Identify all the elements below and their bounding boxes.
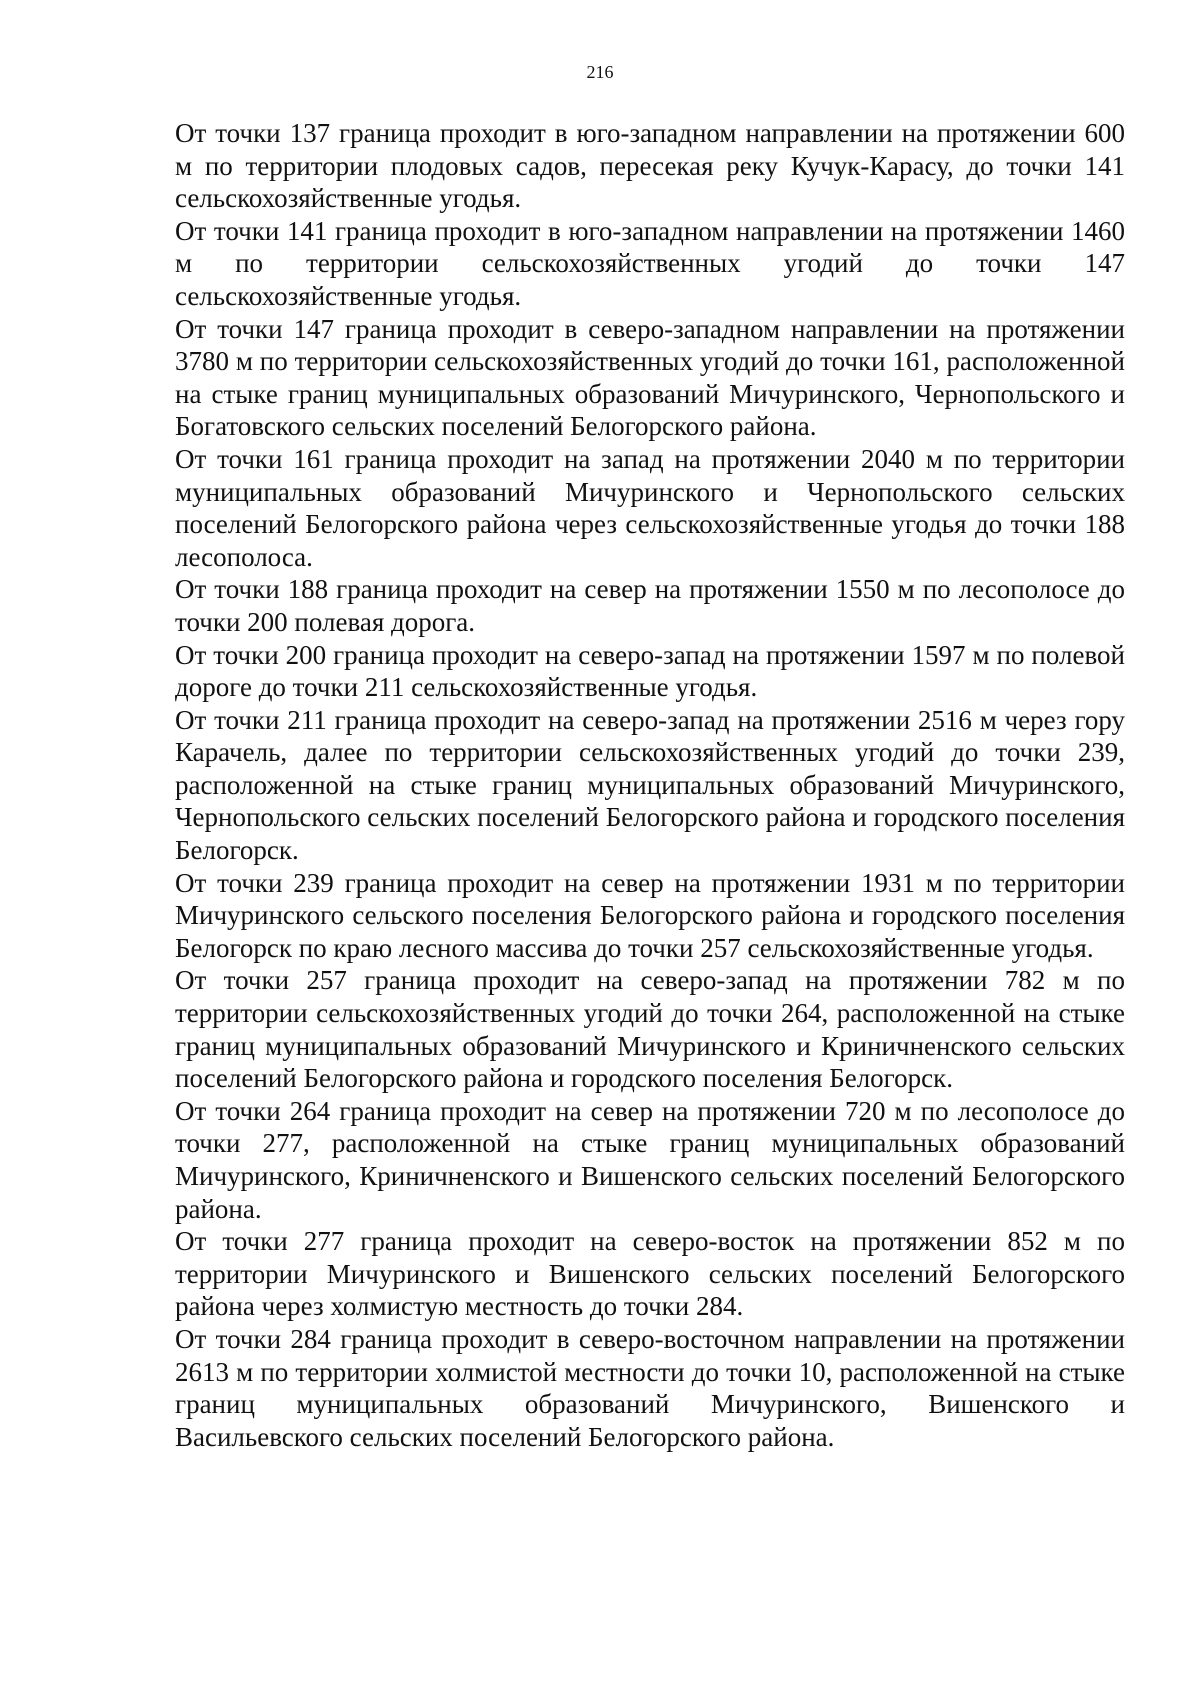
- paragraph-point-188: От точки 188 граница проходит на север на протяжении 1550 м по лесополосе до точки 200 полевая дорога.: [175, 574, 1125, 637]
- paragraph-point-200: От точки 200 граница проходит на северо-запад на протяжении 1597 м по полевой дороге до точки 211 сельскохозяйственные угодья.: [175, 639, 1125, 703]
- paragraph-point-147: От точки 147 граница проходит в северо-западном направлении на протяжении 3780 м по территории сельскохозяйственных угодий до точки 161, расположенной на стыке границ муниципальных образований Мичуринского, Чернопольского и Богатовского сельских поселений Белогорского района.: [175, 313, 1125, 442]
- page-number: 216: [586, 62, 614, 82]
- paragraph-point-137: От точки 137 граница проходит в юго-западном направлении на протяжении 600 м по территории плодовых садов, пересекая реку Кучук-Карасу, до точки 141 сельскохозяйственные угодья.: [175, 118, 1125, 214]
- paragraph-point-257: От точки 257 граница проходит на северо-запад на протяжении 782 м по территории сельскохозяйственных угодий до точки 264, расположенной на стыке границ муниципальных образований Мичуринского и Криничненского сельских поселений Белогорского района и городского поселения Белогорск.: [175, 965, 1125, 1094]
- paragraph-point-141: От точки 141 граница проходит в юго-западном направлении на протяжении 1460 м по территории сельскохозяйственных угодий до точки 147 сельскохозяйственные угодья.: [175, 215, 1125, 311]
- paragraph-point-211: От точки 211 граница проходит на северо-запад на протяжении 2516 м через гору Карачель, далее по территории сельскохозяйственных угодий до точки 239, расположенной на стыке границ муниципальных образований Мичуринского, Чернопольского сельских поселений Белогорского района и городского поселения Белогорск.: [175, 704, 1125, 866]
- paragraph-point-264: От точки 264 граница проходит на север на протяжении 720 м по лесополосе до точки 277, расположенной на стыке границ муниципальных образований Мичуринского, Криничненского и Вишенского сельских поселений Белогорского района.: [175, 1095, 1125, 1224]
- document-body: [175, 117, 1125, 1453]
- paragraph-point-277: От точки 277 граница проходит на северо-восток на протяжении 852 м по территории Мичуринского и Вишенского сельских поселений Белогорского района через холмистую местность до точки 284.: [175, 1226, 1125, 1322]
- paragraph-point-284: От точки 284 граница проходит в северо-восточном направлении на протяжении 2613 м по территории холмистой местности до точки 10, расположенной на стыке границ муниципальных образований Мичуринского, Вишенского и Васильевского сельских поселений Белогорского района.: [175, 1323, 1125, 1452]
- paragraph-point-161: От точки 161 граница проходит на запад на протяжении 2040 м по территории муниципальных образований Мичуринского и Чернопольского сельских поселений Белогорского района через сельскохозяйственные угодья до точки 188 лесополоса.: [175, 443, 1125, 572]
- paragraph-point-239: От точки 239 граница проходит на север на протяжении 1931 м по территории Мичуринского сельского поселения Белогорского района и городского поселения Белогорск по краю лесного массива до точки 257 сельскохозяйственные угодья.: [175, 867, 1125, 963]
